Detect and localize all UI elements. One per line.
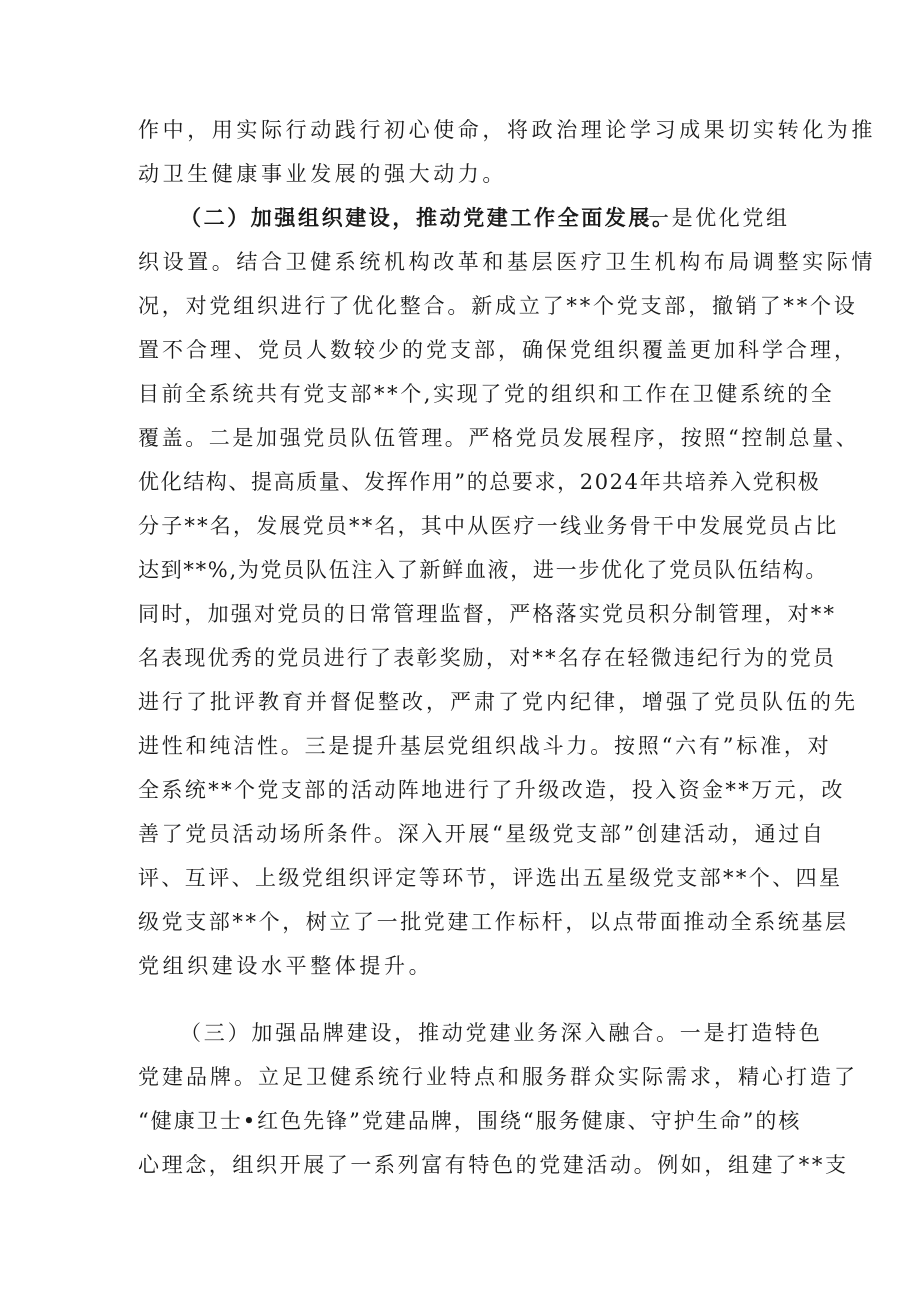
paragraph-line: 进性和纯洁性。三是提升基层党组织战斗力。按照“六有”标准，对 — [138, 734, 832, 758]
paragraph-line: 织设置。结合卫健系统机构改革和基层医疗卫生机构布局调整实际情 — [138, 250, 876, 274]
paragraph-line: 党建品牌。立足卫健系统行业特点和服务群众实际需求，精心打造了 — [138, 1065, 858, 1089]
paragraph-line: 全系统**个党支部的活动阵地进行了升级改造，投入资金**万元，改 — [138, 778, 845, 802]
paragraph-line: 党组织建设水平整体提升。 — [138, 954, 434, 978]
paragraph-line: 同时，加强对党员的日常管理监督，严格落实党员积分制管理，对** — [138, 602, 837, 626]
paragraph-line: 善了党员活动场所条件。深入开展“星级党支部”创建活动，通过自 — [138, 822, 826, 846]
section-heading-3: （三）加强品牌建设，推动党建业务深入融合。一是打造特色 — [180, 1021, 823, 1045]
section-heading-2: （二）加强组织建设，推动党建工作全面发展。 — [180, 205, 676, 230]
paragraph-line: 优化结构、提高质量、发挥作用”的总要求，2024年共培养入党积极 — [138, 470, 821, 494]
paragraph-line: “健康卫士•红色先锋”党建品牌，围绕“服务健康、守护生命”的核 — [138, 1109, 802, 1133]
paragraph-line: 作中，用实际行动践行初心使命，将政治理论学习成果切实转化为推 — [138, 118, 876, 142]
paragraph-line: 名表现优秀的党员进行了表彰奖励，对**名存在轻微违纪行为的党员 — [138, 646, 837, 670]
paragraph-line: 动卫生健康事业发展的强大动力。 — [138, 162, 507, 186]
paragraph-line: 覆盖。二是加强党员队伍管理。严格党员发展程序，按照“控制总量、 — [138, 426, 860, 450]
paragraph-line: 分子**名，发展党员**名，其中从医疗一线业务骨干中发展党员占比 — [138, 514, 839, 538]
paragraph-line: 进行了批评教育并督促整改，严肃了党内纪律，增强了党员队伍的先 — [138, 690, 858, 714]
paragraph-line: 目前全系统共有党支部**个,实现了党的组织和工作在卫健系统的全 — [138, 382, 835, 406]
paragraph-line: 评、互评、上级党组织评定等环节，评选出五星级党支部**个、四星 — [138, 866, 843, 890]
paragraph-line: 级党支部**个，树立了一批党建工作标杆，以点带面推动全系统基层 — [138, 910, 849, 934]
paragraph-line: 达到**%,为党员队伍注入了新鲜血液，进一步优化了党员队伍结构。 — [138, 558, 829, 582]
paragraph-line: 置不合理、党员人数较少的党支部，确保党组织覆盖更加科学合理， — [138, 338, 858, 362]
paragraph-line: 况，对党组织进行了优化整合。新成立了**个党支部，撤销了**个设 — [138, 294, 858, 318]
paragraph-line: 心理念，组织开展了一系列富有特色的党建活动。例如，组建了**支 — [138, 1153, 849, 1177]
paragraph-line: 一是优化党组 — [648, 206, 790, 230]
